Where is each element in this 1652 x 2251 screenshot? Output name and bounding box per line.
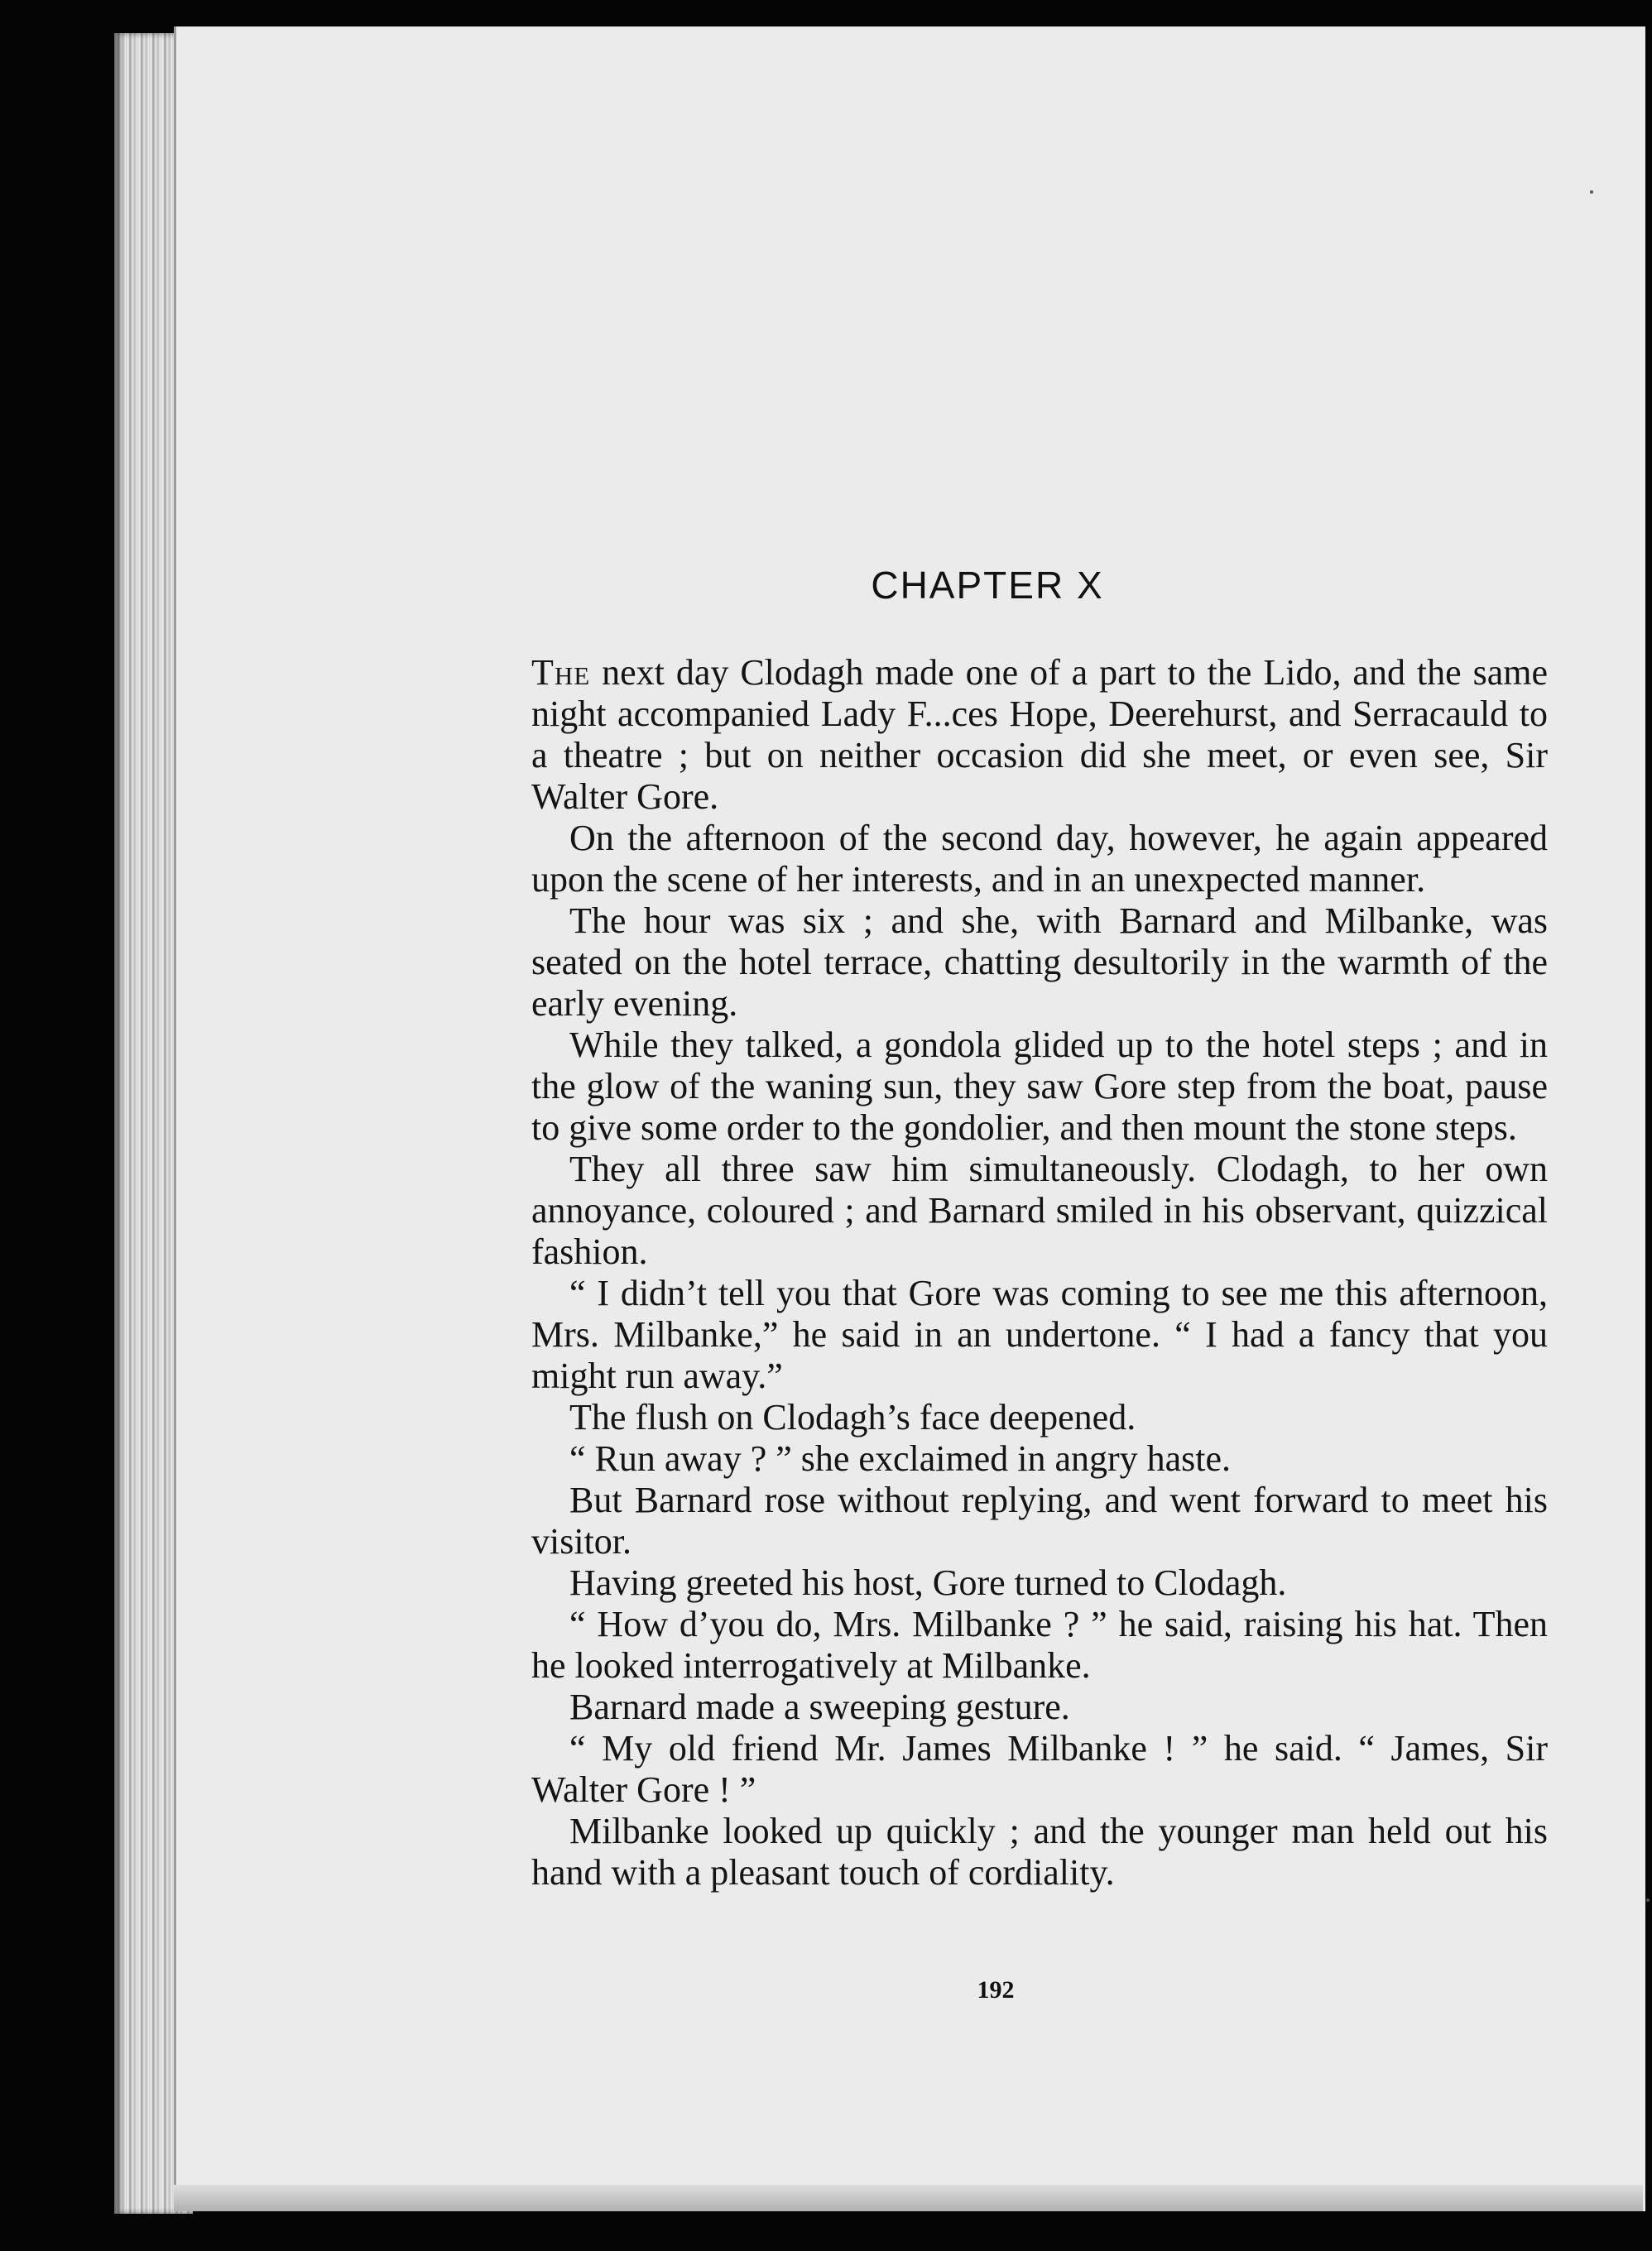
- paragraph: Having greeted his host, Gore turned to Clodagh.: [569, 1562, 1287, 1603]
- page-bottom-edge: [174, 2185, 1643, 2211]
- paragraph: But Barnard rose without replying, and went forward to meet his visitor.: [531, 1480, 1548, 1562]
- page-number: 192: [977, 1976, 1015, 2004]
- paragraph: While they talked, a gondola glided up to the hotel steps ; and in the glow of the waning sun, they saw Gore step from the boat, pause to give some order to the gondolier, and then mount the stone steps.: [531, 1025, 1548, 1148]
- speck: [1590, 190, 1593, 194]
- lead-word: The: [531, 652, 591, 693]
- paragraph: [531, 652, 1548, 818]
- paragraph: The flush on Clodagh’s face deepened.: [569, 1397, 1136, 1437]
- paragraph: They all three saw him simultaneously. Clodagh, to her own annoyance, coloured ; and Barnard smiled in his observant, quizzical fashion.: [531, 1149, 1548, 1272]
- paragraph-text: next day Clodagh made one of a part to the Lido, and the same night accompanied Lady F...ces Hope, Deerehurst, and Serracauld to a theatre ; but on neither occasion did she meet, or even see, Sir Walter Gore.: [531, 652, 1548, 817]
- paragraph: “ How d’you do, Mrs. Milbanke ? ” he said, raising his hat. Then he looked interrogatively at Milbanke.: [531, 1604, 1548, 1686]
- paragraph: “ Run away ? ” she exclaimed in angry haste.: [569, 1438, 1232, 1479]
- paragraph: “ I didn’t tell you that Gore was coming to see me this afternoon, Mrs. Milbanke,” he said in an undertone. “ I had a fancy that you might run away.”: [531, 1273, 1548, 1396]
- paragraph: The hour was six ; and she, with Barnard and Milbanke, was seated on the hotel terrace, chatting desultorily in the warmth of the early evening.: [531, 900, 1548, 1024]
- chapter-heading: CHAPTER X: [871, 564, 1104, 607]
- paragraph: “ My old friend Mr. James Milbanke ! ” he said. “ James, Sir Walter Gore ! ”: [531, 1728, 1548, 1810]
- body-text: [531, 652, 1548, 1893]
- speck: [1646, 1898, 1650, 1902]
- paragraph: Barnard made a sweeping gesture.: [569, 1687, 1070, 1727]
- paragraph: Milbanke looked up quickly ; and the younger man held out his hand with a pleasant touch of cordiality.: [531, 1811, 1548, 1893]
- paragraph: On the afternoon of the second day, however, he again appeared upon the scene of her interests, and in an unexpected manner.: [531, 818, 1548, 900]
